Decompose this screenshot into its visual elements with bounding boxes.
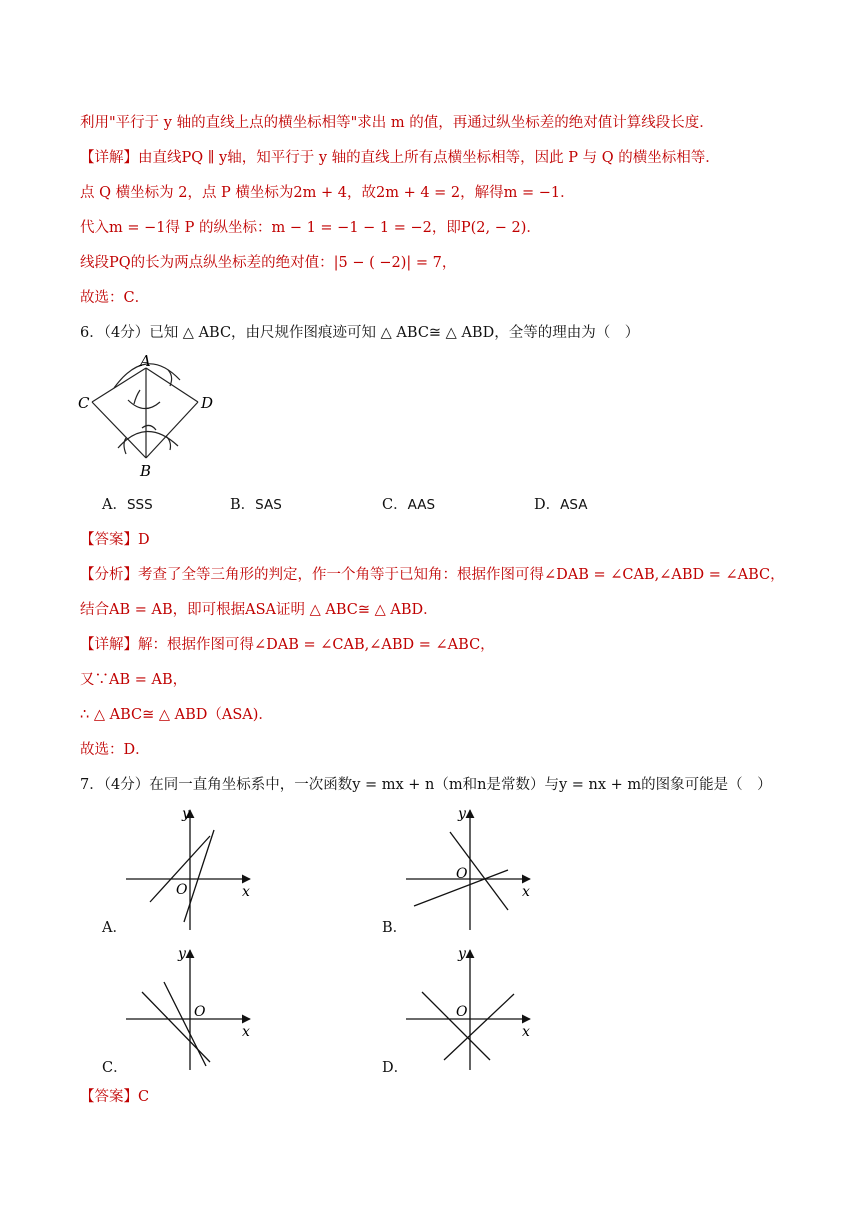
detail-tag: 【详解】 (80, 150, 138, 166)
q6-choice-b[interactable] (230, 494, 282, 516)
q5-detail-line2: 点 Q 横坐标为 2，点 P 横坐标为2m + 4，故2m + 4 = 2，解得m = −1． (80, 185, 575, 201)
detail-tag: 【详解】 (80, 637, 138, 653)
choice-text: SSS (126, 497, 153, 513)
answer-tag: 【答案】 (80, 532, 138, 548)
choice-letter: C． (382, 497, 408, 513)
q5-detail-line1 (80, 147, 720, 169)
detail-text: 解：根据作图可得∠DAB = ∠CAB,∠ABD = ∠ABC， (138, 637, 495, 653)
q7-graph-a (120, 802, 270, 934)
q6-stem: 6．（4分）已知 △ ABC，由尺规作图痕迹可知 △ ABC≅ △ ABD，全等的理由为（ ） (80, 325, 640, 341)
q6-detail-line3: ∴ △ ABC≅ △ ABD（ASA)． (80, 707, 273, 723)
origin-label: O (456, 1004, 468, 1020)
q7-option-c[interactable]: C． (102, 1060, 128, 1076)
q6-answer (80, 529, 150, 551)
q7-stem: 7．（4分）在同一直角坐标系中，一次函数y = mx + n（m和n是常数）与y = nx + m的图象可能是（ ） (80, 777, 772, 793)
q6-conclusion: 故选：D． (80, 742, 150, 758)
q5-detail-line4: 线段PQ的长为两点纵坐标差的绝对值：|5 − ( −2)| = 7， (80, 255, 457, 271)
y-axis-label: y (182, 806, 190, 822)
x-axis-label: x (522, 884, 530, 900)
q7-option-a[interactable]: A． (102, 920, 127, 936)
q6-analysis-line2: 结合AB = AB，即可根据ASA证明 △ ABC≅ △ ABD． (80, 602, 438, 618)
origin-label: O (176, 882, 188, 898)
choice-letter: A． (102, 497, 127, 513)
q5-analysis-tail: 利用"平行于 y 轴的直线上点的横坐标相等"求出 m 的值，再通过纵坐标差的绝对值计算线段长度． (80, 115, 714, 131)
choice-text: SAS (255, 497, 282, 513)
q7-option-b[interactable]: B． (382, 920, 408, 936)
vertex-label-a: A (140, 352, 151, 370)
q7-graph-c (120, 942, 270, 1074)
q6-construction-figure (70, 350, 230, 482)
y-axis-label: y (178, 946, 186, 962)
answer-value: D (138, 532, 150, 548)
q6-choice-c[interactable] (382, 494, 435, 516)
q7-answer (80, 1086, 149, 1108)
q5-conclusion: 故选：C． (80, 290, 150, 306)
vertex-label-c: C (78, 394, 90, 412)
q6-analysis-line1 (80, 564, 785, 586)
choice-letter: D． (534, 497, 561, 513)
q5-detail-line3: 代入m = −1得 P 的纵坐标：m − 1 = −1 − 1 = −2，即P(2, − 2)． (80, 220, 541, 236)
q7-option-d[interactable]: D． (382, 1060, 409, 1076)
origin-label: O (194, 1004, 206, 1020)
q6-detail-line2: 又∵AB = AB， (80, 672, 188, 688)
origin-label: O (456, 866, 468, 882)
vertex-label-d: D (201, 394, 214, 412)
y-axis-label: y (458, 946, 466, 962)
choice-letter: B． (230, 497, 256, 513)
answer-value: C (138, 1089, 150, 1105)
analysis-text: 考查了全等三角形的判定，作一个角等于已知角：根据作图可得∠DAB = ∠CAB,∠ABD = ∠ABC， (138, 567, 785, 583)
y-axis-label: y (458, 806, 466, 822)
q6-choice-a[interactable] (102, 494, 153, 516)
q7-graph-b (400, 802, 550, 934)
q7-graph-d (400, 942, 550, 1074)
choice-text: ASA (560, 497, 588, 513)
q6-choice-d[interactable] (534, 494, 587, 516)
analysis-tag: 【分析】 (80, 567, 138, 583)
q6-detail-line1 (80, 634, 495, 656)
x-axis-label: x (242, 884, 250, 900)
detail-text: 由直线PQ ∥ y轴，知平行于 y 轴的直线上所有点横坐标相等，因此 P 与 Q 的横坐标相等． (138, 150, 720, 166)
x-axis-label: x (522, 1024, 530, 1040)
x-axis-label: x (242, 1024, 250, 1040)
answer-tag: 【答案】 (80, 1089, 138, 1105)
choice-text: AAS (407, 497, 436, 513)
vertex-label-b: B (140, 462, 152, 480)
